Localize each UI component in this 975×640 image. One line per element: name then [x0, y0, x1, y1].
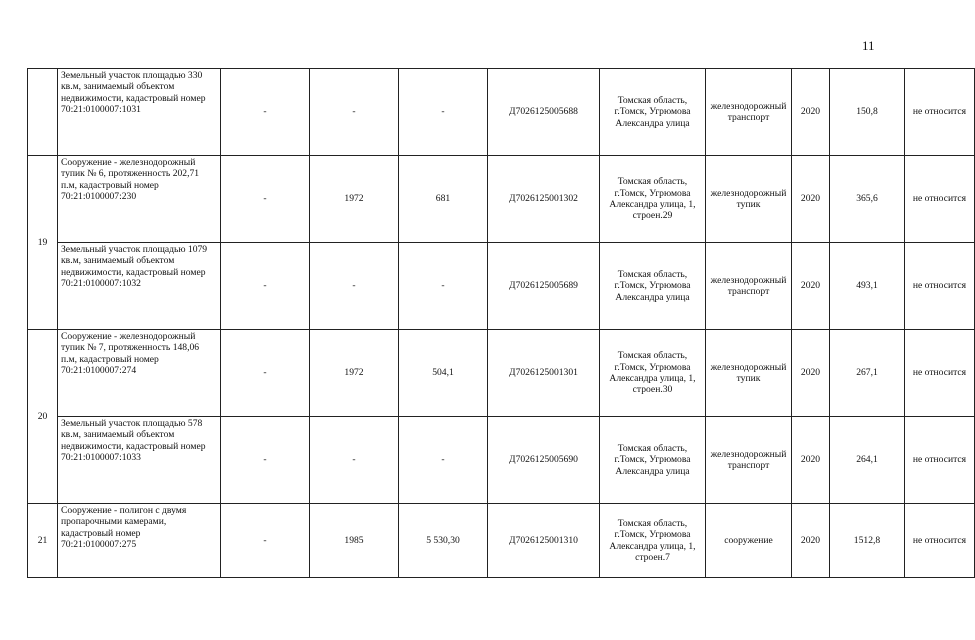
cell-no: 19 — [28, 156, 58, 330]
cell-address: Томская область, г.Томск, Угрюмова Александра улица, 1, строен.30 — [600, 330, 706, 417]
cell-address: Томская область, г.Томск, Угрюмова Александра улица, 1, строен.7 — [600, 504, 706, 578]
cell-value: 264,1 — [830, 417, 905, 504]
cell-no: 21 — [28, 504, 58, 578]
cell-period: 2020 — [792, 417, 830, 504]
cell-type: железнодорожный транспорт — [706, 243, 792, 330]
cell-period: 2020 — [792, 243, 830, 330]
cell-description: Земельный участок площадью 578 кв.м, занимаемый объектом недвижимости, кадастровый номер 70:21:0100007:1033 — [58, 417, 221, 504]
cell-address: Томская область, г.Томск, Угрюмова Александра улица — [600, 69, 706, 156]
cell-address: Томская область, г.Томск, Угрюмова Александра улица, 1, строен.29 — [600, 156, 706, 243]
table-row — [28, 417, 975, 504]
cell-year: 1985 — [310, 504, 399, 578]
cell-col5: 504,1 — [399, 330, 488, 417]
cell-description: Земельный участок площадью 330 кв.м, занимаемый объектом недвижимости, кадастровый номер 70:21:0100007:1031 — [58, 69, 221, 156]
cell-code: Д7026125005689 — [488, 243, 600, 330]
cell-value: 150,8 — [830, 69, 905, 156]
page-number: 11 — [862, 38, 875, 53]
cell-address: Томская область, г.Томск, Угрюмова Александра улица — [600, 417, 706, 504]
cell-relation: не относится — [905, 69, 975, 156]
cell-year: - — [310, 417, 399, 504]
cell-col5: 5 530,30 — [399, 504, 488, 578]
cell-type: железнодорожный тупик — [706, 330, 792, 417]
table-row — [28, 504, 975, 578]
cell-address: Томская область, г.Томск, Угрюмова Александра улица — [600, 243, 706, 330]
table-row — [28, 330, 975, 417]
cell-description: Сооружение - железнодорожный тупик № 7, протяженность 148,06 п.м, кадастровый номер 70:21:0100007:274 — [58, 330, 221, 417]
cell-code: Д7026125001310 — [488, 504, 600, 578]
cell-col5: 681 — [399, 156, 488, 243]
cell-period: 2020 — [792, 504, 830, 578]
cell-year: - — [310, 69, 399, 156]
cell-type: сооружение — [706, 504, 792, 578]
cell-relation: не относится — [905, 504, 975, 578]
property-registry-table — [27, 68, 975, 578]
cell-col3: - — [221, 156, 310, 243]
cell-code: Д7026125001301 — [488, 330, 600, 417]
cell-year: - — [310, 243, 399, 330]
cell-col5: - — [399, 417, 488, 504]
cell-period: 2020 — [792, 156, 830, 243]
cell-value: 267,1 — [830, 330, 905, 417]
cell-period: 2020 — [792, 69, 830, 156]
cell-col3: - — [221, 417, 310, 504]
cell-type: железнодорожный транспорт — [706, 69, 792, 156]
cell-value: 1512,8 — [830, 504, 905, 578]
table-row — [28, 243, 975, 330]
cell-year: 1972 — [310, 156, 399, 243]
cell-type: железнодорожный транспорт — [706, 417, 792, 504]
cell-col3: - — [221, 330, 310, 417]
cell-col3: - — [221, 69, 310, 156]
cell-value: 365,6 — [830, 156, 905, 243]
cell-relation: не относится — [905, 243, 975, 330]
cell-description: Сооружение - полигон с двумя пропарочными камерами, кадастровый номер 70:21:0100007:275 — [58, 504, 221, 578]
cell-relation: не относится — [905, 417, 975, 504]
cell-description: Сооружение - железнодорожный тупик № 6, протяженность 202,71 п.м, кадастровый номер 70:21:0100007:230 — [58, 156, 221, 243]
cell-value: 493,1 — [830, 243, 905, 330]
table-row — [28, 156, 975, 243]
cell-no: 20 — [28, 330, 58, 504]
cell-col3: - — [221, 243, 310, 330]
cell-col3: - — [221, 504, 310, 578]
cell-period: 2020 — [792, 330, 830, 417]
cell-relation: не относится — [905, 330, 975, 417]
cell-code: Д7026125005690 — [488, 417, 600, 504]
cell-relation: не относится — [905, 156, 975, 243]
cell-description: Земельный участок площадью 1079 кв.м, занимаемый объектом недвижимости, кадастровый номер 70:21:0100007:1032 — [58, 243, 221, 330]
cell-code: Д7026125005688 — [488, 69, 600, 156]
cell-code: Д7026125001302 — [488, 156, 600, 243]
cell-type: железнодорожный тупик — [706, 156, 792, 243]
cell-year: 1972 — [310, 330, 399, 417]
table-row — [28, 69, 975, 156]
cell-no — [28, 69, 58, 156]
cell-col5: - — [399, 243, 488, 330]
cell-col5: - — [399, 69, 488, 156]
